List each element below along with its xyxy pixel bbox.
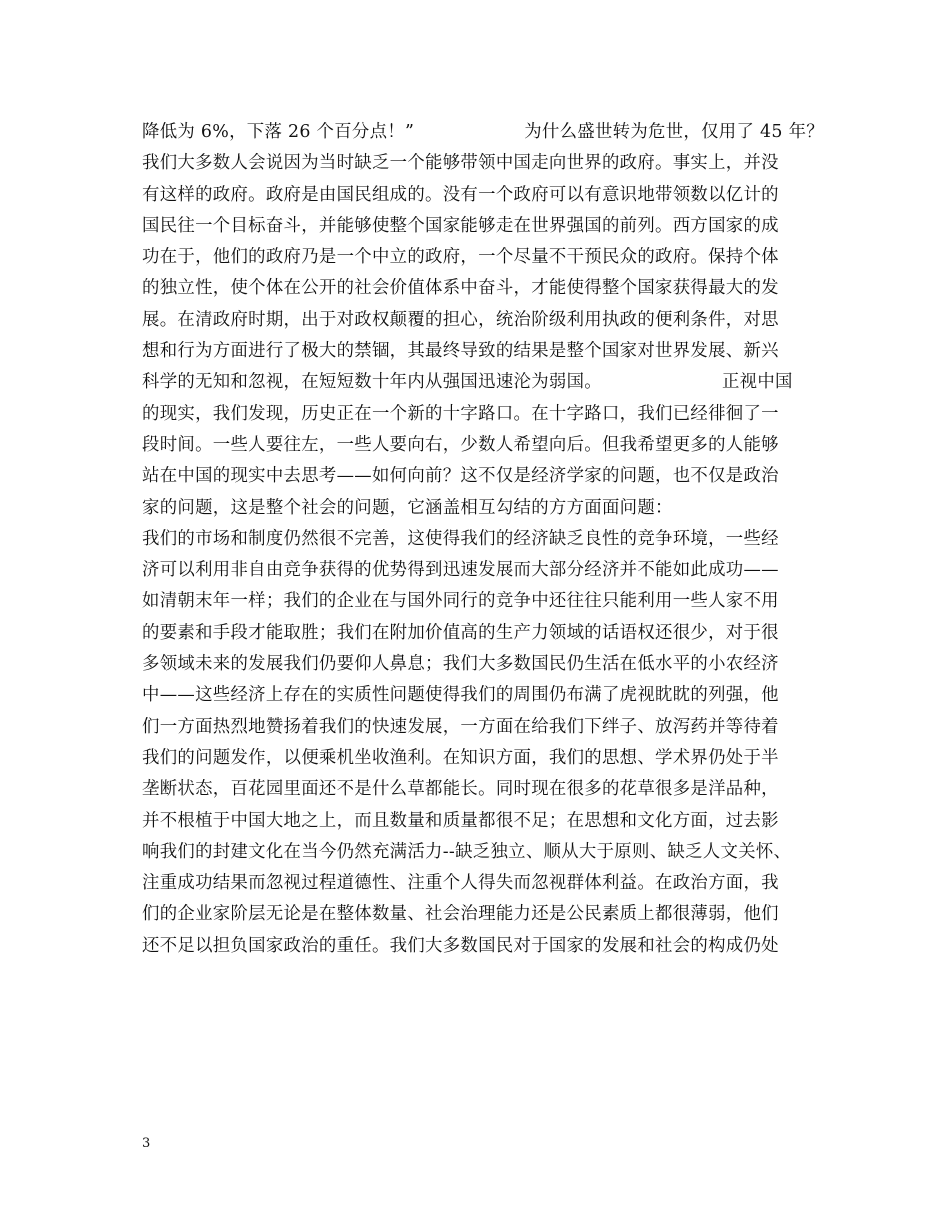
- text-line: [142, 555, 832, 586]
- text-segment: 的要素和手段才能取胜；我们在附加价值高的生产力领域的话语权还很少，对于很: [142, 622, 779, 643]
- text-line: [142, 461, 832, 492]
- text-line: [142, 837, 832, 868]
- text-segment: 济可以利用非自由竞争获得的优势得到迅速发展而大部分经济并不能如此成功——: [142, 560, 779, 581]
- text-segment: 正视中国: [721, 372, 793, 393]
- text-segment: 垄断状态，百花园里面还不是什么草都能长。同时现在很多的花草很多是洋品种，: [142, 779, 779, 800]
- text-line: [142, 305, 832, 336]
- text-line: [142, 493, 832, 524]
- text-segment: 如清朝末年一样；我们的企业在与国外同行的竞争中还往往只能利用一些人家不用: [142, 591, 779, 612]
- text-line: [142, 273, 832, 304]
- text-segment: 展。在清政府时期，出于对政权颠覆的担心，统治阶级利用执政的便利条件，对思: [142, 309, 779, 330]
- text-line: [142, 712, 832, 743]
- text-line: [142, 899, 832, 930]
- text-line: [142, 868, 832, 899]
- text-segment: 段时间。一些人要往左，一些人要向右，少数人希望向后。但我希望更多的人能够: [142, 434, 779, 455]
- text-segment: 还不足以担负国家政治的重任。我们大多数国民对于国家的发展和社会的构成仍处: [142, 935, 779, 956]
- text-segment: 的现实，我们发现，历史正在一个新的十字路口。在十字路口，我们已经徘徊了一: [142, 403, 779, 424]
- text-line: [142, 148, 832, 179]
- text-line: [142, 211, 832, 242]
- text-segment: 有这样的政府。政府是由国民组成的。没有一个政府可以有意识地带领数以亿计的: [142, 184, 779, 205]
- text-line: [142, 806, 832, 837]
- text-line: [142, 618, 832, 649]
- text-segment: 响我们的封建文化在当今仍然充满活力--缺乏独立、顺从大于原则、缺乏人文关怀、: [142, 841, 792, 862]
- text-segment: 功在于，他们的政府乃是一个中立的政府，一个尽量不干预民众的政府。保持个体: [142, 247, 779, 268]
- text-segment: 多领域未来的发展我们仍要仰人鼻息；我们大多数国民仍生活在低水平的小农经济: [142, 654, 779, 675]
- text-segment: 并不根植于中国大地之上，而且数量和质量都很不足；在思想和文化方面，过去影: [142, 810, 779, 831]
- text-line: [142, 242, 832, 273]
- text-line: [142, 524, 832, 555]
- text-segment: 中——这些经济上存在的实质性问题使得我们的周围仍布满了虎视眈眈的列强，他: [142, 685, 779, 706]
- text-segment: 为什么盛世转为危世，仅用了 45 年？: [524, 122, 824, 142]
- text-segment: 们的企业家阶层无论是在整体数量、社会治理能力还是公民素质上都很薄弱，他们: [142, 904, 779, 925]
- text-segment: 想和行为方面进行了极大的禁锢，其最终导致的结果是整个国家对世界发展、新兴: [142, 341, 779, 362]
- text-line: [142, 180, 832, 211]
- text-line: [142, 336, 832, 367]
- text-segment: 家的问题，这是整个社会的问题，它涵盖相互勾结的方方面面问题：: [142, 497, 673, 518]
- text-segment: 我们的市场和制度仍然很不完善，这使得我们的经济缺乏良性的竞争环境，一些经: [142, 528, 779, 549]
- text-segment: 的独立性，使个体在公开的社会价值体系中奋斗，才能使得整个国家获得最大的发: [142, 278, 779, 299]
- text-line: [142, 743, 832, 774]
- body-text: [142, 117, 832, 962]
- text-segment: 降低为 6%，下落 26 个百分点！”: [142, 122, 415, 142]
- text-line: [142, 774, 832, 805]
- text-line: [142, 680, 832, 711]
- page-number: 3: [142, 1136, 151, 1151]
- text-line: [142, 586, 832, 617]
- text-line: [142, 399, 832, 430]
- text-line: [142, 430, 832, 461]
- text-segment: 科学的无知和忽视，在短短数十年内从强国迅速沦为弱国。: [142, 372, 602, 393]
- text-line: [142, 649, 832, 680]
- text-segment: 国民往一个目标奋斗，并能够使整个国家能够走在世界强国的前列。西方国家的成: [142, 215, 779, 236]
- text-line: [142, 117, 832, 148]
- text-line: [142, 931, 832, 962]
- text-line: [142, 367, 832, 398]
- text-segment: 们一方面热烈地赞扬着我们的快速发展，一方面在给我们下绊子、放泻药并等待着: [142, 716, 779, 737]
- text-segment: 注重成功结果而忽视过程道德性、注重个人得失而忽视群体利益。在政治方面，我: [142, 873, 779, 894]
- text-segment: 站在中国的现实中去思考——如何向前？这不仅是经济学家的问题，也不仅是政治: [142, 466, 779, 487]
- text-segment: 我们的问题发作，以便乘机坐收渔利。在知识方面，我们的思想、学术界仍处于半: [142, 747, 779, 768]
- text-segment: 我们大多数人会说因为当时缺乏一个能够带领中国走向世界的政府。事实上，并没: [142, 153, 779, 174]
